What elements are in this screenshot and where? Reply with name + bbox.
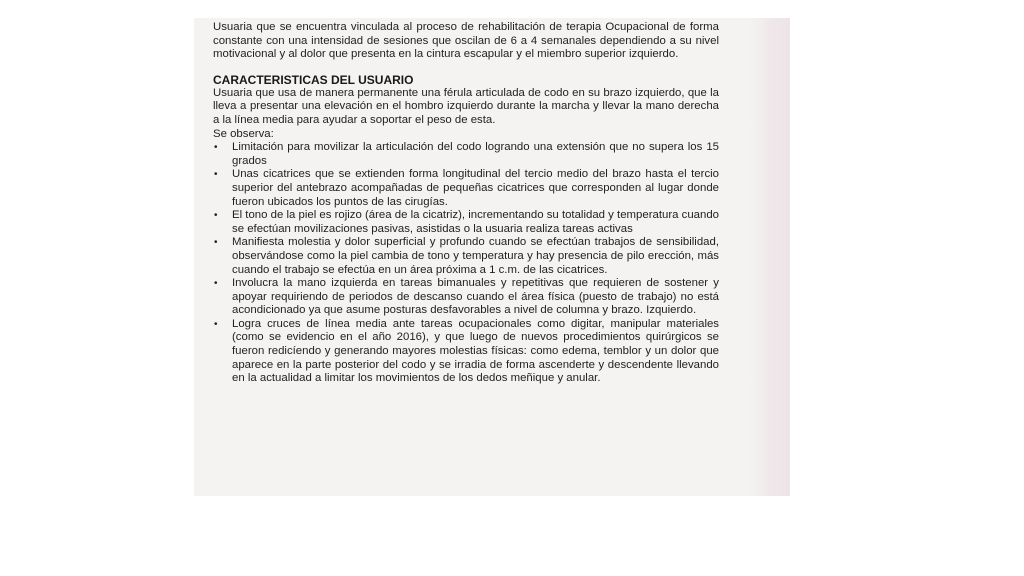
list-item (213, 209, 719, 236)
page-edge-shadow (750, 18, 790, 496)
list-item (213, 168, 719, 209)
bullet-icon: • (214, 237, 218, 249)
list-item (213, 141, 719, 168)
bullet-icon: • (214, 210, 218, 222)
document-content (213, 21, 719, 386)
list-item-text: Unas cicatrices que se extienden forma longitudinal del tercio medio del brazo hasta el tercio superior del antebrazo acompañadas de pequeñas cicatrices que corresponden al lugar donde fueron ubicados los puntos de las cirugías. (232, 168, 719, 208)
list-item (213, 277, 719, 318)
list-item-text: Involucra la mano izquierda en tareas bimanuales y repetitivas que requieren de sostener y apoyar requiriendo de periodos de descanso cuando el área física (puesto de trabajo) no está acondicionado ya que asume posturas desfavorables a nivel de columna y brazo. Izquierdo. (232, 277, 719, 317)
list-item (213, 318, 719, 386)
bullet-icon: • (214, 318, 218, 330)
observa-label: Se observa: (213, 127, 274, 140)
bullet-icon: • (214, 169, 218, 181)
observation-list (213, 141, 719, 386)
bullet-icon: • (214, 278, 218, 290)
scanned-document-page (194, 18, 790, 496)
description-paragraph: Usuaria que usa de manera permanente una férula articulada de codo en su brazo izquierdo, que la lleva a presentar una elevación en el hombro izquierdo durante la marcha y llevar la mano derecha a la línea media para ayudar a soportar el peso de esta. (213, 86, 719, 126)
list-item-text: Limitación para movilizar la articulación del codo logrando una extensión que no supera los 15 grados (232, 141, 719, 167)
list-item-text: Logra cruces de línea media ante tareas ocupacionales como digitar, manipular materiales (como se evidencio en el año 2016), y que luego de nuevos procedimientos quirúrgicos se fueron redicíendo y generando mayores molestias físicas: como edema, temblor y un dolor que aparece en la parte posterior del codo y se irradia de forma ascenderte y descendente llevando en la actualidad a limitar los movimientos de los dedos meñique y anular. (232, 317, 719, 385)
list-item-text: Manifiesta molestia y dolor superficial y profundo cuando se efectúan trabajos de sensibilidad, observándose como la piel cambia de tono y temperatura y hay presencia de pilo erección, más cuando el trabajo se efectúa en un área próxima a 1 c.m. de las cicatrices. (232, 236, 719, 276)
section-heading: CARACTERISTICAS DEL USUARIO (213, 72, 414, 87)
list-item-text: El tono de la piel es rojizo (área de la cicatriz), incrementando su totalidad y temperatura cuando se efectúan movilizaciones pasivas, asistidas o la usuaria realiza tareas activas (232, 209, 719, 235)
list-item (213, 236, 719, 277)
bullet-icon: • (214, 142, 218, 154)
intro-paragraph: Usuaria que se encuentra vinculada al proceso de rehabilitación de terapia Ocupacional de forma constante con una intensidad de sesiones que oscilan de 6 a 4 semanales dependiendo a su nivel motivacional y al dolor que presenta en la cintura escapular y el miembro superior izquierdo. (213, 21, 719, 61)
